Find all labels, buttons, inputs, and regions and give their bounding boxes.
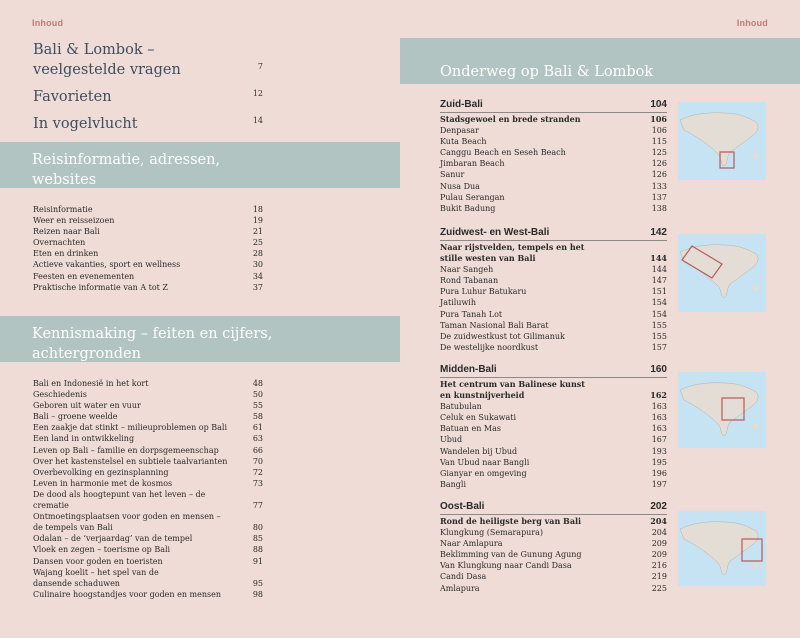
toc-entry[interactable] (440, 286, 667, 297)
toc-entry[interactable] (440, 309, 667, 320)
section-band-reisinformatie: Reisinformatie, adressen, websites (0, 142, 400, 188)
toc-entry-page: 155 (651, 331, 667, 341)
toc-entry-page: 63 (252, 434, 263, 444)
toc-entry[interactable] (33, 215, 263, 226)
toc-entry-page: 18 (252, 205, 263, 214)
region-section-zuid-bali (440, 99, 667, 214)
toc-entry-page: 197 (651, 479, 667, 489)
toc-entry-page: 204 (650, 516, 667, 526)
toc-entry-title: Bukit Badung (440, 203, 496, 213)
right-page-header: Inhoud (736, 18, 768, 28)
toc-entry-title: Bali & Lombok – veelgestelde vragen (33, 42, 181, 78)
toc-entry-title: Naar Sangeh (440, 265, 494, 275)
toc-entry-title: Feesten en evenementen (33, 271, 135, 281)
toc-entry-page: 204 (651, 528, 667, 538)
toc-entry-title: Rond de heiligste berg van Bali (440, 516, 582, 526)
toc-entry[interactable] (33, 259, 263, 270)
toc-entry-title: Van Ubud naar Bangli (440, 457, 530, 467)
toc-entry-title: Een zaakje dat stinkt – milieuproblemen op Bali (33, 423, 228, 433)
toc-entry-page: 70 (252, 456, 263, 466)
toc-entry[interactable] (440, 169, 667, 180)
toc-entry[interactable] (440, 571, 667, 582)
toc-entry[interactable] (33, 567, 263, 589)
toc-entry-page: 163 (651, 413, 667, 423)
toc-entry[interactable] (33, 478, 263, 489)
toc-entry[interactable] (33, 556, 263, 567)
region-title-row[interactable] (440, 364, 667, 378)
toc-entry[interactable] (33, 467, 263, 478)
toc-entry-page: 196 (651, 468, 667, 478)
toc-entry-title: Geschiedenis (33, 390, 87, 400)
toc-entry[interactable] (33, 589, 263, 600)
toc-entry-page: 55 (252, 401, 263, 411)
locator-map-midden-bali (678, 372, 766, 448)
toc-entry[interactable] (33, 433, 263, 444)
toc-entry-page: 28 (252, 249, 263, 259)
toc-entry-page: 58 (252, 412, 263, 422)
left-page-header: Inhoud (32, 18, 64, 28)
toc-entry-title: Reisinformatie (33, 205, 93, 214)
toc-entry-page: 95 (252, 578, 263, 588)
toc-entry[interactable] (33, 456, 263, 467)
toc-entry[interactable] (440, 136, 667, 147)
toc-entry-title: Ontmoetingsplaatsen voor goden en mensen – de tempels van Bali (33, 512, 221, 533)
toc-entry-vogelvlucht[interactable] (33, 111, 263, 134)
toc-entry[interactable] (33, 533, 263, 544)
toc-entry-title: Het centrum van Balinese kunst en kunstnijverheid (440, 379, 585, 401)
toc-entry[interactable] (440, 434, 667, 445)
toc-entry-page: 30 (252, 260, 263, 270)
toc-entry-page: 133 (651, 181, 667, 191)
toc-entry-title: Culinaire hoogstandjes voor goden en mensen (33, 589, 222, 599)
toc-entry[interactable] (33, 271, 263, 282)
toc-entry-page: 126 (651, 170, 667, 180)
toc-entry-page: 48 (252, 379, 263, 388)
toc-entry[interactable] (440, 297, 667, 308)
toc-entry[interactable] (33, 282, 263, 293)
toc-entry-page: 154 (651, 309, 667, 319)
toc-entry[interactable] (33, 204, 263, 215)
toc-entry-page: 73 (252, 478, 263, 488)
region-section-oost-bali (440, 501, 667, 594)
region-title-row[interactable] (440, 227, 667, 241)
toc-entry-page: 126 (651, 159, 667, 169)
toc-entry[interactable] (440, 549, 667, 560)
toc-entry-title: De dood als hoogtepunt van het leven – de crematie (33, 489, 206, 511)
toc-entry-title: Pura Tanah Lot (440, 309, 503, 319)
toc-entry[interactable] (33, 226, 263, 237)
toc-entry-title: Naar rijstvelden, tempels en het stille westen van Bali (440, 242, 585, 264)
toc-entry[interactable] (440, 158, 667, 169)
toc-entry-page: 106 (651, 126, 667, 136)
toc-entry-page: 37 (252, 282, 263, 292)
section-band-kennismaking: Kennismaking – feiten en cijfers, achtergronden (0, 316, 400, 362)
toc-entry-title: Amlapura (440, 583, 480, 593)
toc-entry-page: 137 (651, 192, 667, 202)
toc-entry-page: 115 (651, 137, 667, 147)
toc-entry-title: Wandelen bij Ubud (440, 446, 518, 456)
toc-entry-title: Eten en drinken (33, 249, 99, 259)
toc-entry-page: 61 (252, 423, 263, 433)
toc-entry-page: 80 (252, 523, 263, 533)
toc-entry-page: 151 (651, 287, 667, 297)
toc-entry-title: Bali en Indonesië in het kort (33, 379, 149, 388)
toc-entry-title: Ubud (440, 435, 463, 445)
toc-entry[interactable] (440, 423, 667, 434)
locator-map-zuid-bali (678, 102, 766, 180)
toc-entry[interactable] (440, 527, 667, 538)
toc-entry-title: Actieve vakanties, sport en wellness (33, 260, 181, 270)
toc-entry[interactable] (440, 192, 667, 203)
toc-entry-title: Leven in harmonie met de kosmos (33, 478, 173, 488)
region-title: Oost-Bali (440, 501, 485, 512)
toc-entry-title: Pulau Serangan (440, 192, 505, 202)
toc-entry-title: In vogelvlucht (33, 116, 138, 132)
toc-entry-favorieten[interactable] (33, 84, 263, 107)
toc-entry[interactable] (440, 401, 667, 412)
toc-entry-title: Taman Nasional Bali Barat (440, 320, 549, 330)
toc-entry-title: Odalan – de ‘verjaardag’ van de tempel (33, 534, 193, 544)
toc-entry-page: 209 (651, 550, 667, 560)
toc-entry-title: De westelijke noordkust (440, 342, 539, 352)
toc-entry[interactable] (440, 468, 667, 479)
toc-entry-title: Reizen naar Bali (33, 227, 100, 237)
toc-entry-page: 14 (252, 116, 263, 125)
toc-entry-title: Weer en reisseizoen (33, 216, 115, 226)
toc-entry[interactable] (33, 411, 263, 422)
region-page: 104 (650, 99, 667, 110)
region-page: 160 (650, 364, 667, 375)
toc-entry[interactable] (440, 479, 667, 490)
region-title: Midden-Bali (440, 364, 497, 375)
toc-entry-title: Batuan en Mas (440, 424, 501, 434)
toc-entry-page: 34 (252, 271, 263, 281)
toc-entry-page: 155 (651, 320, 667, 330)
toc-entry-title: Nusa Dua (440, 181, 480, 191)
toc-entry-page: 162 (650, 390, 667, 401)
toc-entry-title: Leven op Bali – familie en dorpsgemeenschap (33, 445, 219, 455)
toc-entry[interactable] (440, 412, 667, 423)
toc-entry-title: Dansen voor goden en toeristen (33, 556, 163, 566)
toc-entry-page: 167 (651, 435, 667, 445)
toc-entry-page: 12 (252, 89, 263, 98)
section-band-onderweg: Onderweg op Bali & Lombok (400, 38, 800, 84)
toc-entry-page: 219 (651, 572, 667, 582)
toc-entry-title: Candi Dasa (440, 572, 487, 582)
toc-entry[interactable] (440, 125, 667, 136)
toc-entry-title: Een land in ontwikkeling (33, 434, 135, 444)
toc-entry-title: Overnachten (33, 238, 86, 248)
toc-entry-page: 106 (650, 114, 667, 124)
locator-map-zuidwest-bali (678, 234, 766, 312)
toc-entry[interactable] (440, 147, 667, 158)
toc-entry-page: 25 (252, 238, 263, 248)
toc-entry[interactable] (33, 400, 263, 411)
toc-entry[interactable] (440, 538, 667, 549)
toc-entry-page: 195 (651, 457, 667, 467)
toc-entry[interactable] (440, 342, 667, 353)
toc-entry-title: Bangli (440, 479, 467, 489)
toc-entry[interactable] (440, 114, 667, 125)
toc-entry-page: 144 (650, 253, 667, 264)
region-page: 142 (650, 227, 667, 238)
toc-entry[interactable] (440, 331, 667, 342)
toc-entry[interactable] (440, 379, 667, 401)
toc-entry[interactable] (33, 248, 263, 259)
toc-entry-page: 91 (252, 556, 263, 566)
toc-entry-title: Geboren uit water en vuur (33, 401, 141, 411)
region-title: Zuid-Bali (440, 99, 483, 110)
toc-entry-title: Celuk en Sukawati (440, 413, 517, 423)
toc-entry-page: 216 (651, 561, 667, 571)
toc-entry[interactable] (33, 544, 263, 555)
region-section-zuidwest-bali (440, 227, 667, 353)
toc-entry[interactable] (33, 445, 263, 456)
toc-entry-title: Favorieten (33, 89, 112, 105)
toc-entry-page: 125 (651, 148, 667, 158)
toc-entry[interactable] (440, 181, 667, 192)
toc-entry-page: 21 (252, 227, 263, 237)
toc-entry[interactable] (440, 264, 667, 275)
toc-entry-title: Denpasar (440, 126, 479, 136)
toc-entry-title: Wajang koelit – het spel van de dansende schaduwen (33, 567, 159, 588)
toc-entry[interactable] (440, 320, 667, 331)
toc-entry[interactable] (440, 203, 667, 214)
toc-entry[interactable] (440, 457, 667, 468)
toc-entry-page: 193 (651, 446, 667, 456)
toc-entry-page: 209 (651, 539, 667, 549)
toc-entry-title: Canggu Beach en Seseh Beach (440, 148, 566, 158)
toc-entry-title: Overbevolking en gezinsplanning (33, 467, 169, 477)
toc-entry-title: Praktische informatie van A tot Z (33, 282, 168, 292)
toc-entry-title: Bali – groene weelde (33, 412, 118, 422)
toc-entry[interactable] (33, 511, 263, 533)
toc-entry-title: Van Klungkung naar Candi Dasa (440, 561, 572, 571)
toc-entry-page: 225 (651, 583, 667, 593)
region-title: Zuidwest- en West-Bali (440, 227, 550, 238)
toc-entry-page: 88 (252, 545, 263, 555)
toc-entry-page: 163 (651, 402, 667, 412)
toc-entry-title: Jimbaran Beach (440, 159, 505, 169)
region-page: 202 (650, 501, 667, 512)
toc-entry-title: Beklimming van de Gunung Agung (440, 550, 582, 560)
region-title-row[interactable] (440, 99, 667, 113)
toc-entry-page: 66 (252, 445, 263, 455)
toc-entry[interactable] (33, 489, 263, 511)
region-title-row[interactable] (440, 501, 667, 515)
toc-entry-title: Jatiluwih (440, 298, 477, 308)
toc-entry-title: Kuta Beach (440, 137, 487, 147)
toc-entry-page: 19 (252, 216, 263, 226)
locator-map-oost-bali (678, 511, 766, 586)
toc-entry[interactable] (440, 516, 667, 527)
toc-entry-page: 138 (651, 203, 667, 213)
toc-entry-title: Batubulan (440, 402, 482, 412)
toc-entry-title: Vloek en zegen – toerisme op Bali (33, 545, 171, 555)
toc-entry-page: 144 (651, 265, 667, 275)
toc-entry-page: 147 (651, 276, 667, 286)
toc-entry-page: 163 (651, 424, 667, 434)
toc-entry[interactable] (33, 389, 263, 400)
toc-entry-page: 72 (252, 467, 263, 477)
toc-entry[interactable] (33, 378, 263, 389)
toc-entry-faq[interactable] (33, 40, 263, 80)
reisinformatie-list (33, 204, 263, 293)
toc-entry-title: Naar Amlapura (440, 539, 503, 549)
toc-entry[interactable] (33, 237, 263, 248)
toc-entry-page: 85 (252, 534, 263, 544)
toc-entry-title: Over het kastenstelsel en subtiele taalvarianten (33, 456, 228, 466)
toc-entry[interactable] (440, 560, 667, 571)
toc-entry-title: Sanur (440, 170, 465, 180)
toc-entry-title: Rond Tabanan (440, 276, 499, 286)
toc-entry[interactable] (440, 583, 667, 594)
toc-entry[interactable] (440, 242, 667, 264)
toc-entry-page: 157 (651, 342, 667, 352)
toc-entry-title: Stadsgewoel en brede stranden (440, 114, 581, 124)
toc-entry-page: 7 (257, 62, 263, 71)
toc-entry[interactable] (440, 275, 667, 286)
toc-entry-title: De zuidwestkust tot Gilimanuk (440, 331, 565, 341)
toc-entry-page: 50 (252, 390, 263, 400)
toc-entry-page: 98 (252, 589, 263, 599)
toc-entry-title: Gianyar en omgeving (440, 468, 527, 478)
intro-toc (33, 40, 263, 138)
toc-entry[interactable] (440, 446, 667, 457)
toc-entry-title: Klungkung (Semarapura) (440, 528, 544, 538)
toc-entry[interactable] (33, 422, 263, 433)
region-section-midden-bali (440, 364, 667, 490)
toc-entry-page: 154 (651, 298, 667, 308)
toc-entry-page: 77 (252, 501, 263, 511)
toc-entry-title: Pura Luhur Batukaru (440, 287, 527, 297)
kennismaking-list (33, 378, 263, 600)
